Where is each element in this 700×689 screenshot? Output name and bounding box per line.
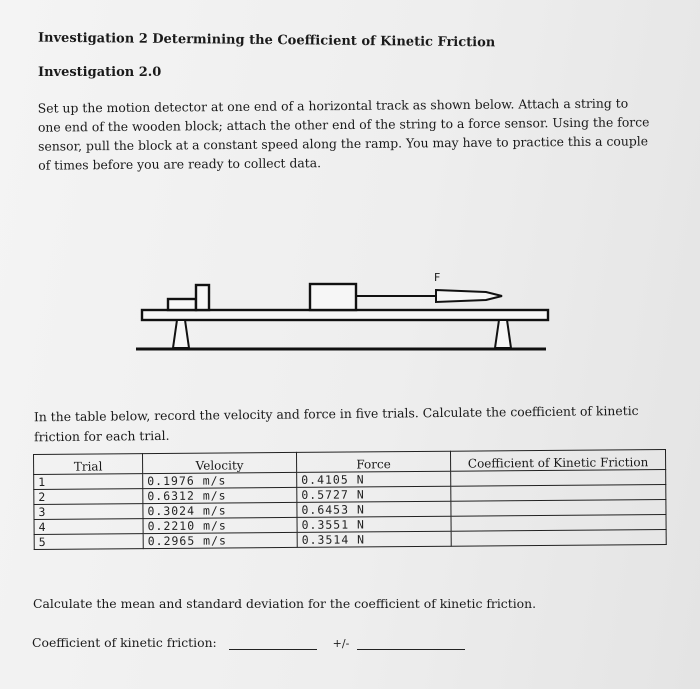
trial-cell[interactable]: 1	[34, 474, 143, 490]
motion-detector-head	[196, 285, 209, 310]
velocity-cell[interactable]: 0.3024 m/s	[143, 502, 297, 518]
header-trial: Trial	[34, 454, 143, 475]
apparatus-diagram	[130, 268, 560, 368]
coefficient-cell[interactable]	[451, 485, 666, 502]
coefficient-cell[interactable]	[451, 500, 666, 517]
force-sensor-arrow	[436, 290, 502, 302]
coefficient-answer-line	[32, 635, 465, 650]
velocity-cell[interactable]: 0.2965 m/s	[143, 532, 297, 548]
force-cell[interactable]: 0.3514 N	[297, 531, 451, 547]
plus-minus-symbol: +/-	[332, 637, 350, 650]
std-dev-answer-blank[interactable]	[357, 649, 465, 650]
track	[142, 310, 548, 320]
header-velocity: Velocity	[143, 452, 297, 473]
header-force: Force	[296, 451, 450, 472]
trial-cell[interactable]: 5	[34, 534, 143, 550]
motion-detector	[168, 299, 196, 310]
force-cell[interactable]: 0.5727 N	[297, 486, 451, 502]
investigation-title: Investigation 2 Determining the Coefficient of Kinetic Friction	[37, 30, 496, 51]
table-instructions: In the table below, record the velocity and force in five trials. Calculate the coefficient of kinetic friction for each trial.	[33, 402, 639, 445]
coefficient-cell[interactable]	[451, 470, 666, 487]
trial-cell[interactable]: 3	[34, 504, 143, 520]
right-support	[495, 320, 511, 348]
force-cell[interactable]: 0.6453 N	[297, 501, 451, 517]
coefficient-cell[interactable]	[451, 530, 666, 547]
velocity-cell[interactable]: 0.6312 m/s	[143, 487, 297, 503]
wooden-block	[310, 284, 356, 310]
force-cell[interactable]: 0.3551 N	[297, 516, 451, 532]
trial-cell[interactable]: 4	[34, 519, 143, 535]
mean-answer-blank[interactable]	[229, 649, 317, 650]
velocity-cell[interactable]: 0.1976 m/s	[143, 472, 297, 488]
coefficient-cell[interactable]	[451, 515, 666, 532]
trial-cell[interactable]: 2	[34, 489, 143, 505]
setup-instructions: Set up the motion detector at one end of a horizontal track as shown below. Attach a string to one end of the wooden block; attach the other end of the string to a force sensor. Using the force sensor, pull the block at a constant speed along the ramp. You may have to practice this a couple of times before you are ready to collect data.	[37, 95, 650, 173]
velocity-cell[interactable]: 0.2210 m/s	[143, 517, 297, 533]
trials-table	[33, 449, 667, 550]
coefficient-label: Coefficient of kinetic friction:	[32, 635, 217, 650]
left-support	[173, 320, 189, 348]
investigation-subtitle: Investigation 2.0	[38, 65, 162, 80]
force-cell[interactable]: 0.4105 N	[297, 471, 451, 487]
force-label: F	[434, 271, 441, 284]
header-coefficient: Coefficient of Kinetic Friction	[450, 450, 665, 472]
calculation-prompt: Calculate the mean and standard deviation for the coefficient of kinetic friction.	[33, 596, 537, 611]
